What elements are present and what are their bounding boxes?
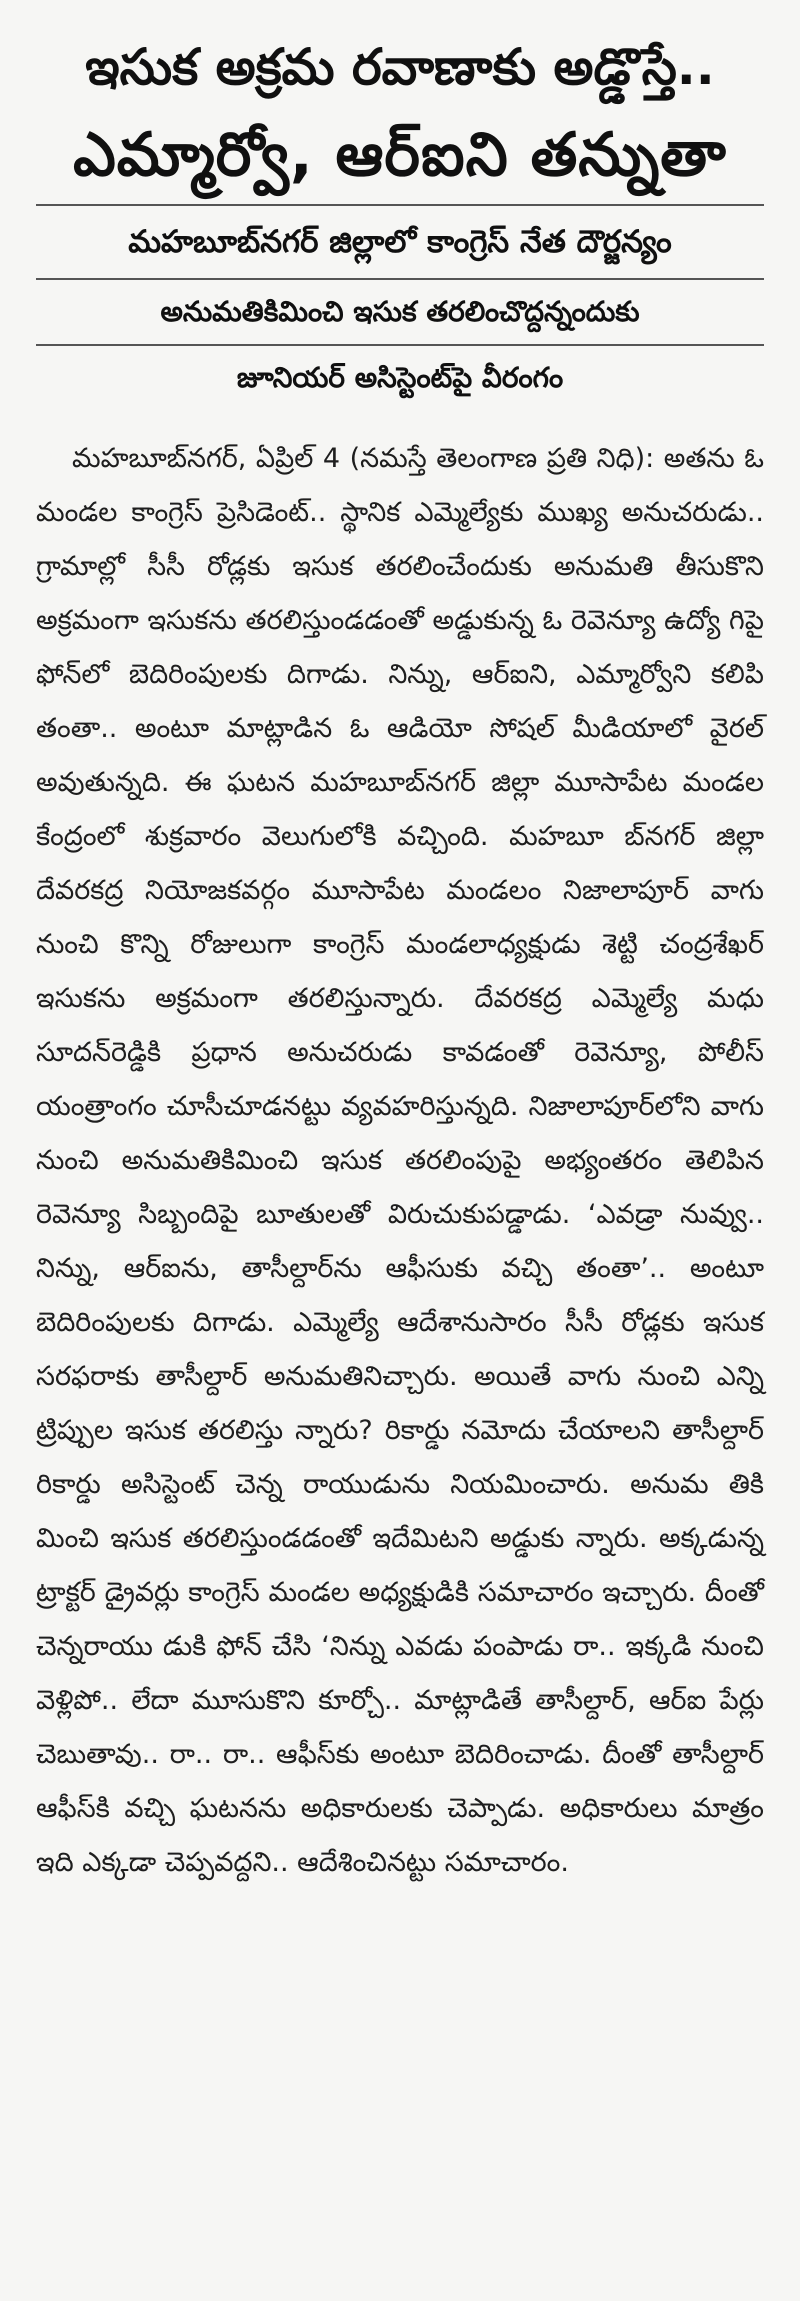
headline-line-2: ఎమ్మార్వో, ఆర్‌ఐని తన్నుతా <box>73 120 727 190</box>
headline-line-1: ఇసుక అక్రమ రవాణాకు అడ్డొస్తే.. <box>85 38 715 96</box>
deck-line-1: మహబూబ్‌నగర్ జిల్లాలో కాంగ్రెస్ నేత దౌర్జన్యం <box>128 224 672 260</box>
article-body: మహబూబ్‌నగర్, ఏప్రిల్ 4 (నమస్తే తెలంగాణ ప్రతి నిధి): అతను ఓ మండల కాంగ్రెస్ ప్రెసిడెంట్.. స్థానిక ఎమ్మెల్యేకు ముఖ్య అనుచరుడు.. గ్రామాల్లో సీసీ రోడ్లకు ఇసుక తరలించేందుకు అనుమతి తీసుకొని అక్రమంగా ఇసుకను తరలిస్తుండడంతో అడ్డుకున్న ఓ రెవెన్యూ ఉద్యో గిపై ఫోన్‌లో బెదిరింపులకు దిగాడు. నిన్ను, ఆర్‌ఐని, ఎమ్మార్వోని కలిపి తంతా.. అంటూ మాట్లాడిన ఓ ఆడియో సోషల్ మీడియాలో వైరల్ అవుతున్నది. ఈ ఘటన మహబూబ్‌నగర్ జిల్లా మూసాపేట మండల కేంద్రంలో శుక్రవారం వెలుగులోకి వచ్చింది. మహబూ బ్‌నగర్ జిల్లా దేవరకద్ర నియోజకవర్గం మూసాపేట మండలం నిజాలాపూర్ వాగు నుంచి కొన్ని రోజులుగా కాంగ్రెస్ మండలాధ్యక్షుడు శెట్టి చంద్రశేఖర్ ఇసుకను అక్రమంగా తరలిస్తున్నారు. దేవరకద్ర ఎమ్మెల్యే మధు సూదన్‌రెడ్డికి ప్రధాన అనుచరుడు కావడంతో రెవెన్యూ, పోలీస్ యంత్రాంగం చూసీచూడనట్టు వ్యవహరిస్తున్నది. నిజాలాపూర్‌లోని వాగు నుంచి అనుమతికిమించి ఇసుక తరలింపుపై అభ్యంతరం తెలిపిన రెవెన్యూ సిబ్బందిపై బూతులతో విరుచుకుపడ్డాడు. ‘ఎవడ్రా నువ్వు.. నిన్ను, ఆర్‌ఐను, తాసీల్దార్‌ను ఆఫీసుకు వచ్చి తంతా’.. అంటూ బెదిరింపులకు దిగాడు. ఎమ్మెల్యే ఆదేశానుసారం సీసీ రోడ్లకు ఇసుక సరఫరాకు తాసీల్దార్ అనుమతినిచ్చారు. అయితే వాగు నుంచి ఎన్ని ట్రిప్పుల ఇసుక తరలిస్తు న్నారు? రికార్డు నమోదు చేయాలని తాసీల్దార్ రికార్డు అసిస్టెంట్ చెన్న రాయుడును నియమించారు. అనుమ తికి మించి ఇసుక తరలిస్తుండడంతో ఇదేమిటని అడ్డుకు న్నారు. అక్కడున్న ట్రాక్టర్ డ్రైవర్లు కాంగ్రెస్ మండల అధ్యక్షుడికి సమాచారం ఇచ్చారు. దీంతో చెన్నరాయు డుకి ఫోన్ చేసి ‘నిన్ను ఎవడు పంపాడు రా.. ఇక్కడి నుంచి వెళ్లిపో.. లేదా మూసుకొని కూర్చో.. మాట్లాడితే తాసీల్దార్, ఆర్‌ఐ పేర్లు చెబుతావు.. రా.. రా.. ఆఫీస్‌కు అంటూ బెదిరించాడు. దీంతో తాసీల్దార్ ఆఫీస్‌కి వచ్చి ఘటనను అధికారులకు చెప్పాడు. అధికారులు మాత్రం ఇది ఎక్కడా చెప్పవద్దని.. ఆదేశించినట్టు సమాచారం. <box>36 443 764 1878</box>
deck-line-2: అనుమతికిమించి ఇసుక తరలించొద్దన్నందుకు <box>160 295 640 328</box>
deck-line-3: జూనియర్ అసిస్టెంట్‌పై వీరంగం <box>236 361 564 394</box>
